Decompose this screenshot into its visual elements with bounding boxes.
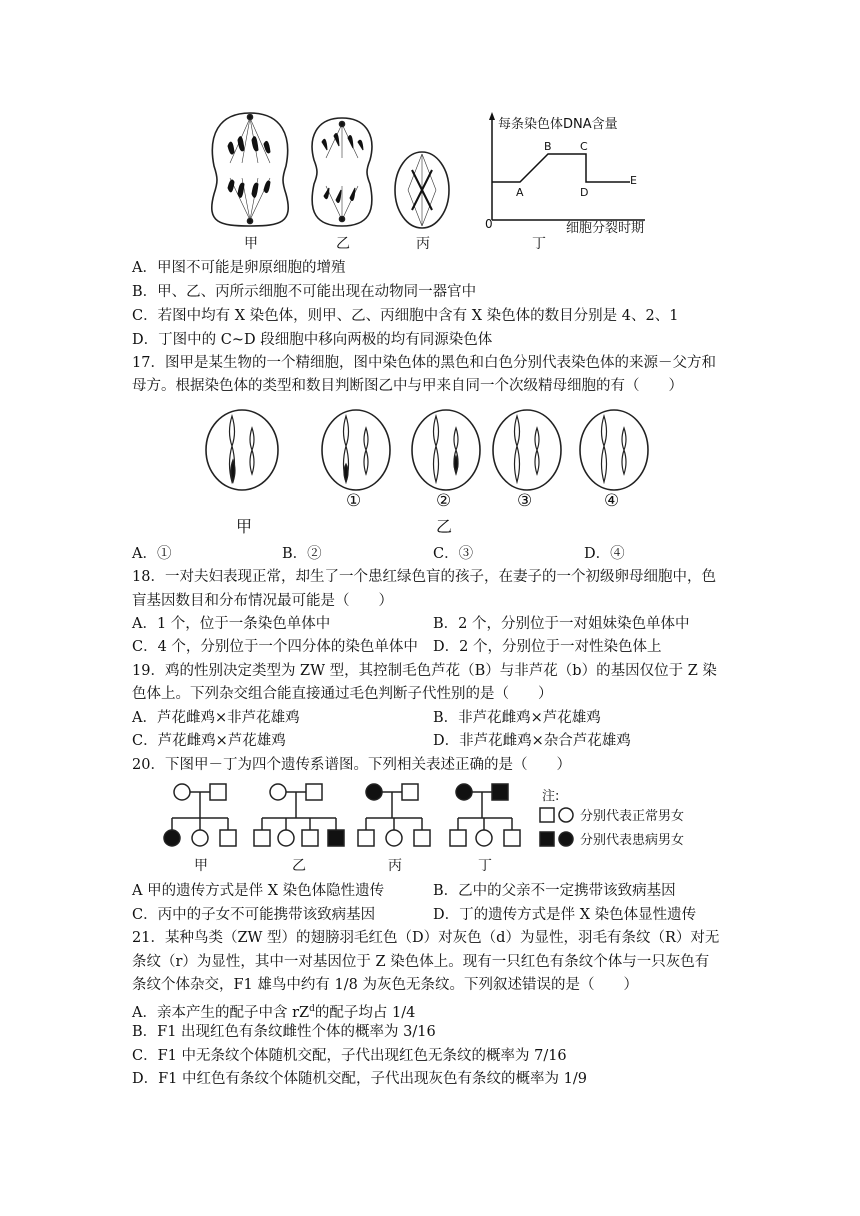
graph-xlabel: 细胞分裂时期 bbox=[566, 221, 645, 236]
q19-stem-line2: 色体上。下列杂交组合能直接通过毛色判断子代性别的是（ ） bbox=[132, 686, 553, 702]
dna-graph bbox=[485, 112, 645, 236]
q17-option-d: D．④ bbox=[584, 546, 625, 562]
q17-option-c: C．③ bbox=[433, 546, 474, 562]
q17-cell-1 bbox=[322, 410, 390, 490]
q20-option-b: B．乙中的父亲不一定携带该致病基因 bbox=[433, 883, 676, 899]
legend-affected-female bbox=[559, 832, 573, 846]
legend-row1: 分别代表正常男女 bbox=[580, 809, 685, 824]
ped-jia-child1 bbox=[164, 830, 180, 846]
q17-num-3: ③ bbox=[517, 491, 533, 511]
q16-option-c: C．若图中均有 X 染色体，则甲、乙、丙细胞中含有 X 染色体的数目分别是 4、2、1 bbox=[132, 308, 679, 324]
q18-option-b: B．2 个，分别位于一对姐妹染色单体中 bbox=[433, 616, 690, 632]
q20-option-c: C．丙中的子女不可能携带该致病基因 bbox=[132, 907, 376, 923]
q18-option-a: A．1 个，位于一条染色单体中 bbox=[132, 616, 331, 632]
q17-cell-3 bbox=[493, 410, 561, 490]
q20-pedigree-figure bbox=[160, 778, 720, 874]
q19-option-c: C．芦花雌鸡×芦花雄鸡 bbox=[132, 733, 286, 749]
q18-stem-line2: 盲基因数目和分布情况最可能是（ ） bbox=[132, 593, 393, 609]
cell-bing bbox=[395, 152, 449, 228]
q17-option-a: A．① bbox=[132, 546, 172, 562]
q17-cell-4 bbox=[580, 410, 648, 490]
legend-normal-male bbox=[540, 808, 554, 822]
q21-option-a-post: 的配子均占 1/4 bbox=[314, 1004, 416, 1021]
fig-label-jia: 甲 bbox=[244, 236, 258, 252]
q20-stem: 20．下图甲－丁为四个遗传系谱图。下列相关表述正确的是（ ） bbox=[132, 757, 571, 773]
q17-num-2: ② bbox=[436, 491, 452, 511]
ped-bing-father bbox=[402, 784, 418, 800]
q17-num-4: ④ bbox=[604, 491, 620, 511]
q21-option-d: D．F1 中红色有条纹个体随机交配，子代出现灰色有条纹的概率为 1/9 bbox=[132, 1071, 587, 1087]
q16-option-d: D．丁图中的 C~D 段细胞中移向两极的均有同源染色体 bbox=[132, 332, 493, 348]
ped-jia-father bbox=[210, 784, 226, 800]
q16-option-b: B．甲、乙、丙所示细胞不可能出现在动物同一器官中 bbox=[132, 284, 477, 300]
graph-point-a: A bbox=[516, 186, 524, 199]
q21-stem-line2: 条纹（r）为显性，其中一对基因位于 Z 染色体上。现有一只红色有条纹个体与一只灰色有 bbox=[132, 954, 710, 970]
legend-normal-female bbox=[559, 808, 573, 822]
q21-option-a bbox=[132, 999, 415, 1023]
q19-option-b: B．非芦花雌鸡×芦花雄鸡 bbox=[433, 710, 601, 726]
ped-bing-child1 bbox=[358, 830, 374, 846]
q17-stem-line2: 母方。根据染色体的类型和数目判断图乙中与甲来自同一个次级精母细胞的有（ ） bbox=[132, 378, 683, 394]
q16-option-a: A．甲图不可能是卵原细胞的增殖 bbox=[132, 260, 346, 276]
q17-cell-jia bbox=[206, 410, 278, 490]
ped-yi-child2 bbox=[278, 830, 294, 846]
ped-bing-mother bbox=[366, 784, 382, 800]
q19-stem-line1: 19．鸡的性别决定类型为 ZW 型，其控制毛色芦花（B）与非芦花（b）的基因仅位于 Z 染 bbox=[132, 663, 717, 679]
q21-option-a-pre: A．亲本产生的配子中含 rZ bbox=[132, 1004, 310, 1021]
ped-label-bing: 丙 bbox=[388, 858, 402, 874]
ped-label-yi: 乙 bbox=[292, 858, 306, 874]
ped-ding-mother bbox=[456, 784, 472, 800]
ped-jia-child3 bbox=[220, 830, 236, 846]
ped-ding-child2 bbox=[476, 830, 492, 846]
q17-num-1: ① bbox=[346, 491, 362, 511]
q19-option-a: A．芦花雌鸡×非芦花雄鸡 bbox=[132, 710, 300, 726]
q17-figure bbox=[196, 402, 666, 542]
ped-yi-mother bbox=[270, 784, 286, 800]
ped-yi-child3 bbox=[302, 830, 318, 846]
graph-point-d: D bbox=[580, 186, 589, 199]
q21-option-c: C．F1 中无条纹个体随机交配，子代出现红色无条纹的概率为 7/16 bbox=[132, 1048, 567, 1064]
q18-option-d: D．2 个，分别位于一对性染色体上 bbox=[433, 639, 662, 655]
ped-bing-child2 bbox=[386, 830, 402, 846]
cell-yi bbox=[312, 118, 372, 226]
fig-label-yi: 乙 bbox=[336, 236, 350, 252]
q17-label-yi: 乙 bbox=[436, 517, 453, 536]
q17-cell-2 bbox=[412, 410, 480, 490]
ped-yi-child4 bbox=[328, 830, 344, 846]
graph-origin: 0 bbox=[485, 217, 493, 231]
legend-row2: 分别代表患病男女 bbox=[580, 833, 685, 848]
ped-jia-mother bbox=[174, 784, 190, 800]
q16-figure bbox=[200, 108, 660, 258]
graph-point-c: C bbox=[580, 140, 588, 153]
ped-bing-child3 bbox=[414, 830, 430, 846]
q18-option-c: C．4 个，分别位于一个四分体的染色单体中 bbox=[132, 639, 418, 655]
ped-ding-child1 bbox=[450, 830, 466, 846]
fig-label-ding: 丁 bbox=[532, 236, 546, 252]
fig-label-bing: 丙 bbox=[416, 236, 430, 252]
q21-option-b: B．F1 出现红色有条纹雌性个体的概率为 3/16 bbox=[132, 1024, 436, 1040]
q21-option-a-sup: d bbox=[309, 1004, 315, 1014]
legend-title: 注: bbox=[542, 789, 560, 804]
graph-ylabel: 每条染色体DNA含量 bbox=[498, 117, 618, 132]
q20-option-a: A 甲的遗传方式是伴 X 染色体隐性遗传 bbox=[132, 883, 385, 899]
ped-yi-father bbox=[306, 784, 322, 800]
graph-point-e: E bbox=[630, 174, 637, 187]
graph-point-b: B bbox=[544, 140, 552, 153]
q17-label-jia: 甲 bbox=[236, 517, 253, 536]
q19-option-d: D．非芦花雌鸡×杂合芦花雄鸡 bbox=[433, 733, 631, 749]
cell-jia bbox=[212, 113, 288, 226]
ped-label-jia: 甲 bbox=[194, 858, 208, 874]
ped-ding-child3 bbox=[504, 830, 520, 846]
q20-option-d: D．丁的遗传方式是伴 X 染色体显性遗传 bbox=[433, 907, 697, 923]
ped-yi-child1 bbox=[254, 830, 270, 846]
ped-ding-father bbox=[492, 784, 508, 800]
legend-affected-male bbox=[540, 832, 554, 846]
q17-option-b: B．② bbox=[282, 546, 322, 562]
q17-stem-line1: 17．图甲是某生物的一个精细胞，图中染色体的黑色和白色分别代表染色体的来源－父方和 bbox=[132, 355, 716, 371]
ped-label-ding: 丁 bbox=[478, 858, 492, 874]
q21-stem-line3: 条纹个体杂交，F1 雄鸟中约有 1/8 为灰色无条纹。下列叙述错误的是（ ） bbox=[132, 977, 638, 993]
q21-stem-line1: 21．某种鸟类（ZW 型）的翅膀羽毛红色（D）对灰色（d）为显性，羽毛有条纹（R）对无 bbox=[132, 930, 720, 946]
q18-stem-line1: 18．一对夫妇表现正常，却生了一个患红绿色盲的孩子，在妻子的一个初级卵母细胞中，色 bbox=[132, 569, 716, 585]
ped-jia-child2 bbox=[192, 830, 208, 846]
